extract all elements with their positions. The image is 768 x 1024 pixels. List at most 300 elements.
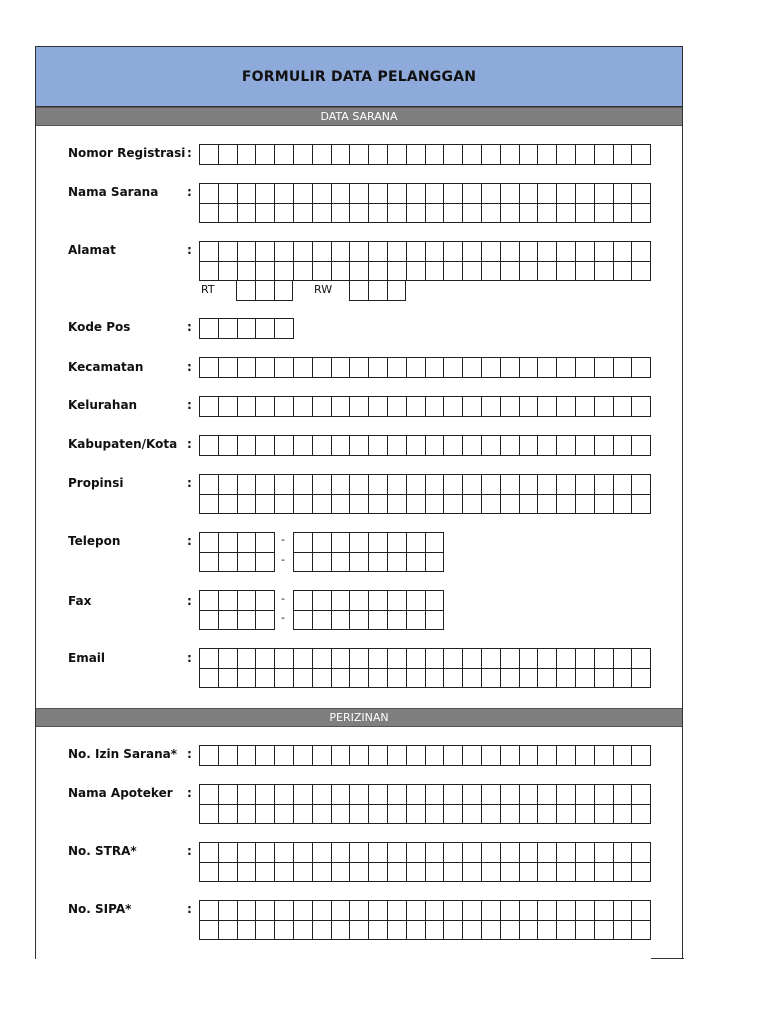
character-box[interactable] [595,397,614,417]
character-box[interactable] [482,649,501,669]
character-box[interactable] [614,436,633,456]
character-box[interactable] [632,805,651,825]
character-box[interactable] [426,921,445,941]
character-box[interactable] [219,805,238,825]
character-box[interactable] [407,397,426,417]
character-box[interactable] [501,921,520,941]
character-box[interactable] [256,611,275,631]
character-box[interactable] [313,669,332,689]
character-box[interactable] [501,495,520,515]
character-box[interactable] [595,145,614,165]
character-box[interactable] [407,184,426,204]
character-box[interactable] [557,184,576,204]
character-box[interactable] [595,805,614,825]
character-box[interactable] [576,204,595,224]
character-box[interactable] [313,145,332,165]
character-box[interactable] [275,921,294,941]
character-box[interactable] [557,669,576,689]
character-box[interactable] [482,785,501,805]
character-box[interactable] [350,843,369,863]
character-box[interactable] [614,242,633,262]
character-box[interactable] [426,863,445,883]
character-box[interactable] [482,863,501,883]
character-box[interactable] [538,649,557,669]
character-box[interactable] [463,397,482,417]
character-box[interactable] [219,242,238,262]
character-box[interactable] [520,204,539,224]
character-box[interactable] [444,921,463,941]
character-box[interactable] [369,901,388,921]
character-box[interactable] [369,805,388,825]
character-box[interactable] [294,495,313,515]
character-box[interactable] [256,649,275,669]
character-box[interactable] [332,262,351,282]
character-box[interactable] [407,145,426,165]
character-box[interactable] [350,358,369,378]
character-box[interactable] [463,669,482,689]
rw-input[interactable] [349,280,406,301]
character-box[interactable] [576,397,595,417]
character-box[interactable] [313,436,332,456]
propinsi-input[interactable] [199,474,651,514]
character-box[interactable] [444,204,463,224]
character-box[interactable] [444,495,463,515]
character-box[interactable] [501,204,520,224]
character-box[interactable] [256,436,275,456]
character-box[interactable] [444,436,463,456]
character-box[interactable] [576,495,595,515]
character-box[interactable] [463,475,482,495]
character-box[interactable] [294,436,313,456]
character-box[interactable] [463,184,482,204]
character-box[interactable] [294,145,313,165]
character-box[interactable] [294,611,313,631]
character-box[interactable] [388,746,407,766]
character-box[interactable] [256,184,275,204]
character-box[interactable] [614,805,633,825]
character-box[interactable] [369,746,388,766]
character-box[interactable] [388,553,407,573]
character-box[interactable] [313,553,332,573]
character-box[interactable] [520,863,539,883]
character-box[interactable] [501,843,520,863]
character-box[interactable] [501,746,520,766]
character-box[interactable] [407,533,426,553]
character-box[interactable] [520,397,539,417]
character-box[interactable] [256,495,275,515]
character-box[interactable] [426,533,445,553]
character-box[interactable] [557,863,576,883]
character-box[interactable] [200,785,219,805]
character-box[interactable] [313,358,332,378]
nomor-registrasi-input[interactable] [199,144,651,165]
telepon-area-code-input[interactable] [199,532,275,572]
character-box[interactable] [200,533,219,553]
character-box[interactable] [576,921,595,941]
character-box[interactable] [275,805,294,825]
character-box[interactable] [426,805,445,825]
character-box[interactable] [369,533,388,553]
character-box[interactable] [200,204,219,224]
character-box[interactable] [369,242,388,262]
character-box[interactable] [332,204,351,224]
character-box[interactable] [350,805,369,825]
character-box[interactable] [407,901,426,921]
character-box[interactable] [557,436,576,456]
character-box[interactable] [388,145,407,165]
character-box[interactable] [275,358,294,378]
character-box[interactable] [200,145,219,165]
character-box[interactable] [256,921,275,941]
character-box[interactable] [632,785,651,805]
character-box[interactable] [407,475,426,495]
character-box[interactable] [275,436,294,456]
character-box[interactable] [350,746,369,766]
character-box[interactable] [350,262,369,282]
character-box[interactable] [294,358,313,378]
character-box[interactable] [538,358,557,378]
rt-input[interactable] [236,280,293,301]
character-box[interactable] [595,184,614,204]
character-box[interactable] [219,785,238,805]
character-box[interactable] [238,921,257,941]
character-box[interactable] [614,358,633,378]
character-box[interactable] [388,669,407,689]
character-box[interactable] [444,843,463,863]
character-box[interactable] [388,843,407,863]
character-box[interactable] [501,475,520,495]
character-box[interactable] [520,475,539,495]
character-box[interactable] [332,358,351,378]
character-box[interactable] [388,242,407,262]
character-box[interactable] [275,475,294,495]
character-box[interactable] [256,358,275,378]
character-box[interactable] [275,669,294,689]
character-box[interactable] [520,358,539,378]
character-box[interactable] [332,436,351,456]
character-box[interactable] [275,495,294,515]
kabupaten-kota-input[interactable] [199,435,651,456]
no-stra-input[interactable] [199,842,651,882]
character-box[interactable] [557,262,576,282]
character-box[interactable] [557,805,576,825]
character-box[interactable] [614,649,633,669]
character-box[interactable] [595,921,614,941]
character-box[interactable] [200,397,219,417]
character-box[interactable] [332,649,351,669]
character-box[interactable] [219,649,238,669]
character-box[interactable] [576,843,595,863]
character-box[interactable] [275,843,294,863]
character-box[interactable] [614,475,633,495]
character-box[interactable] [407,746,426,766]
character-box[interactable] [632,669,651,689]
character-box[interactable] [350,145,369,165]
character-box[interactable] [632,921,651,941]
character-box[interactable] [501,436,520,456]
character-box[interactable] [238,591,257,611]
character-box[interactable] [219,901,238,921]
character-box[interactable] [463,746,482,766]
character-box[interactable] [238,475,257,495]
character-box[interactable] [256,242,275,262]
character-box[interactable] [238,397,257,417]
character-box[interactable] [256,262,275,282]
character-box[interactable] [238,319,257,339]
character-box[interactable] [426,746,445,766]
character-box[interactable] [407,262,426,282]
character-box[interactable] [369,358,388,378]
character-box[interactable] [388,397,407,417]
character-box[interactable] [444,262,463,282]
character-box[interactable] [632,901,651,921]
character-box[interactable] [200,843,219,863]
character-box[interactable] [238,184,257,204]
character-box[interactable] [482,746,501,766]
character-box[interactable] [388,358,407,378]
character-box[interactable] [595,863,614,883]
character-box[interactable] [444,649,463,669]
character-box[interactable] [332,533,351,553]
character-box[interactable] [595,746,614,766]
character-box[interactable] [501,242,520,262]
character-box[interactable] [482,436,501,456]
character-box[interactable] [369,145,388,165]
character-box[interactable] [520,921,539,941]
character-box[interactable] [614,863,633,883]
character-box[interactable] [238,746,257,766]
character-box[interactable] [501,358,520,378]
character-box[interactable] [595,262,614,282]
character-box[interactable] [520,669,539,689]
character-box[interactable] [313,805,332,825]
character-box[interactable] [369,262,388,282]
character-box[interactable] [332,669,351,689]
character-box[interactable] [369,204,388,224]
character-box[interactable] [520,242,539,262]
character-box[interactable] [256,145,275,165]
fax-area-code-input[interactable] [199,590,275,630]
character-box[interactable] [595,358,614,378]
character-box[interactable] [313,591,332,611]
character-box[interactable] [632,397,651,417]
character-box[interactable] [200,863,219,883]
character-box[interactable] [369,921,388,941]
character-box[interactable] [294,475,313,495]
character-box[interactable] [350,242,369,262]
character-box[interactable] [632,649,651,669]
character-box[interactable] [614,495,633,515]
character-box[interactable] [294,863,313,883]
character-box[interactable] [595,242,614,262]
character-box[interactable] [426,204,445,224]
character-box[interactable] [313,475,332,495]
alamat-input[interactable] [199,241,651,281]
character-box[interactable] [444,184,463,204]
character-box[interactable] [332,863,351,883]
character-box[interactable] [501,397,520,417]
character-box[interactable] [501,669,520,689]
character-box[interactable] [557,746,576,766]
character-box[interactable] [219,746,238,766]
character-box[interactable] [369,863,388,883]
character-box[interactable] [388,436,407,456]
character-box[interactable] [520,184,539,204]
character-box[interactable] [595,475,614,495]
character-box[interactable] [275,863,294,883]
character-box[interactable] [520,495,539,515]
character-box[interactable] [200,921,219,941]
character-box[interactable] [463,358,482,378]
character-box[interactable] [350,901,369,921]
character-box[interactable] [632,495,651,515]
character-box[interactable] [332,475,351,495]
character-box[interactable] [407,785,426,805]
character-box[interactable] [614,145,633,165]
character-box[interactable] [463,262,482,282]
character-box[interactable] [538,204,557,224]
character-box[interactable] [407,436,426,456]
character-box[interactable] [614,397,633,417]
character-box[interactable] [200,184,219,204]
character-box[interactable] [557,397,576,417]
character-box[interactable] [426,436,445,456]
character-box[interactable] [388,591,407,611]
character-box[interactable] [238,358,257,378]
character-box[interactable] [407,669,426,689]
character-box[interactable] [369,553,388,573]
character-box[interactable] [313,649,332,669]
character-box[interactable] [369,475,388,495]
no-izin-sarana-input[interactable] [199,745,651,766]
character-box[interactable] [313,242,332,262]
character-box[interactable] [538,746,557,766]
character-box[interactable] [426,145,445,165]
character-box[interactable] [482,921,501,941]
character-box[interactable] [538,475,557,495]
character-box[interactable] [482,242,501,262]
character-box[interactable] [538,921,557,941]
character-box[interactable] [576,262,595,282]
character-box[interactable] [388,611,407,631]
character-box[interactable] [614,184,633,204]
telepon-number-input[interactable] [293,532,444,572]
character-box[interactable] [313,611,332,631]
character-box[interactable] [332,901,351,921]
character-box[interactable] [557,921,576,941]
character-box[interactable] [350,591,369,611]
character-box[interactable] [332,495,351,515]
character-box[interactable] [219,611,238,631]
character-box[interactable] [219,262,238,282]
character-box[interactable] [219,495,238,515]
character-box[interactable] [482,495,501,515]
character-box[interactable] [595,843,614,863]
character-box[interactable] [426,358,445,378]
character-box[interactable] [632,184,651,204]
character-box[interactable] [463,921,482,941]
character-box[interactable] [294,785,313,805]
character-box[interactable] [219,921,238,941]
character-box[interactable] [407,242,426,262]
character-box[interactable] [482,397,501,417]
character-box[interactable] [632,475,651,495]
character-box[interactable] [463,863,482,883]
character-box[interactable] [294,184,313,204]
character-box[interactable] [407,805,426,825]
character-box[interactable] [557,785,576,805]
character-box[interactable] [632,746,651,766]
character-box[interactable] [388,533,407,553]
character-box[interactable] [275,649,294,669]
character-box[interactable] [238,611,257,631]
character-box[interactable] [388,863,407,883]
character-box[interactable] [501,649,520,669]
character-box[interactable] [238,805,257,825]
character-box[interactable] [632,242,651,262]
character-box[interactable] [426,495,445,515]
character-box[interactable] [501,901,520,921]
character-box[interactable] [388,649,407,669]
character-box[interactable] [332,785,351,805]
character-box[interactable] [426,553,445,573]
character-box[interactable] [294,591,313,611]
character-box[interactable] [576,746,595,766]
character-box[interactable] [576,649,595,669]
character-box[interactable] [576,669,595,689]
character-box[interactable] [482,805,501,825]
character-box[interactable] [294,533,313,553]
character-box[interactable] [482,184,501,204]
character-box[interactable] [238,204,257,224]
character-box[interactable] [632,436,651,456]
character-box[interactable] [313,746,332,766]
character-box[interactable] [219,669,238,689]
character-box[interactable] [444,901,463,921]
character-box[interactable] [538,863,557,883]
character-box[interactable] [463,145,482,165]
character-box[interactable] [350,611,369,631]
character-box[interactable] [275,901,294,921]
character-box[interactable] [350,921,369,941]
character-box[interactable] [463,436,482,456]
character-box[interactable] [463,785,482,805]
character-box[interactable] [219,553,238,573]
fax-number-input[interactable] [293,590,444,630]
character-box[interactable] [520,805,539,825]
character-box[interactable] [238,785,257,805]
character-box[interactable] [332,746,351,766]
character-box[interactable] [388,921,407,941]
character-box[interactable] [219,436,238,456]
character-box[interactable] [426,669,445,689]
character-box[interactable] [538,495,557,515]
character-box[interactable] [219,843,238,863]
character-box[interactable] [463,843,482,863]
character-box[interactable] [369,184,388,204]
character-box[interactable] [369,669,388,689]
character-box[interactable] [482,669,501,689]
character-box[interactable] [294,397,313,417]
character-box[interactable] [238,649,257,669]
character-box[interactable] [350,863,369,883]
character-box[interactable] [256,533,275,553]
character-box[interactable] [501,184,520,204]
character-box[interactable] [557,242,576,262]
character-box[interactable] [369,843,388,863]
character-box[interactable] [350,495,369,515]
character-box[interactable] [501,145,520,165]
